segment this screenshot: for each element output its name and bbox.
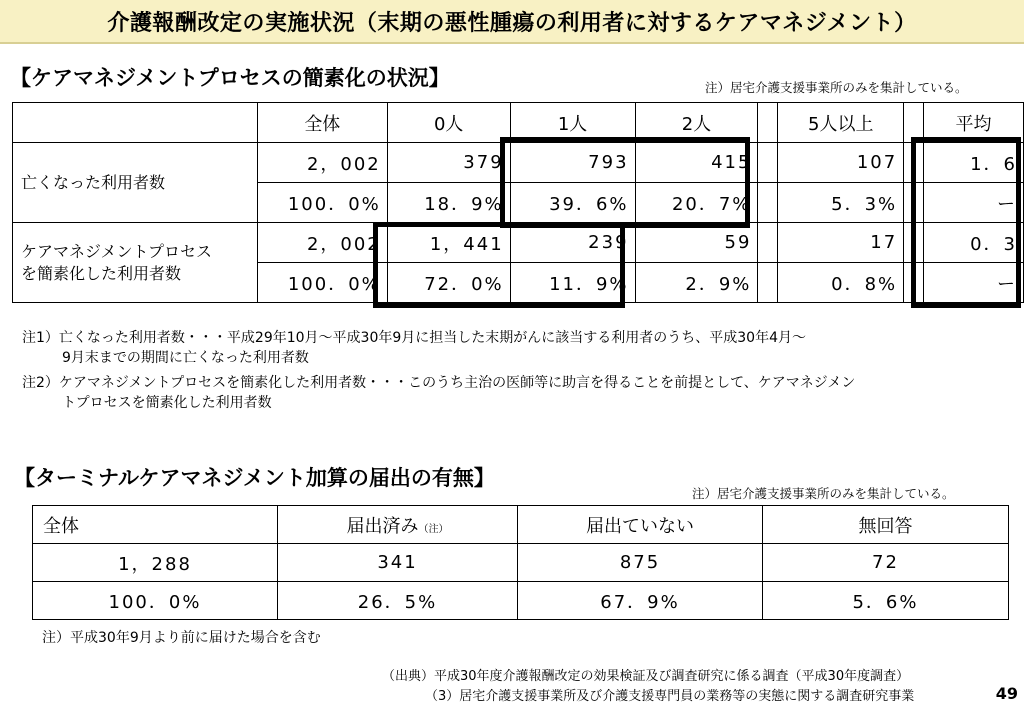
page-title: 介護報酬改定の実施状況（末期の悪性腫瘍の利用者に対するケアマネジメント） [107, 10, 917, 36]
gap-cell [904, 183, 924, 223]
table-cell: 59 [635, 223, 758, 263]
section1-note: 注）居宅介護支援事業所のみを集計している。 [705, 80, 968, 95]
col-header: 全体 [257, 103, 387, 143]
table-cell: 1．6 [924, 143, 1024, 183]
table-cell: 793 [510, 143, 635, 183]
gap-cell [758, 183, 778, 223]
col-header: 平均 [924, 103, 1024, 143]
table-cell: 20．7% [635, 183, 758, 223]
section2-note: 注）居宅介護支援事業所のみを集計している。 [692, 486, 955, 501]
row-label: 亡くなった利用者数 [13, 143, 258, 223]
table-cell: 415 [635, 143, 758, 183]
row-label-line: を簡素化した利用者数 [21, 263, 182, 283]
note-line: トプロセスを簡素化した利用者数 [62, 395, 272, 411]
table-cell: 26．5% [278, 582, 518, 620]
note-line: 注2）ケアマネジメントプロセスを簡素化した利用者数・・・このうち主治の医師等に助言を得ることを前提として、ケアマネジメン [22, 375, 856, 391]
row-label [13, 223, 258, 303]
gap-cell [904, 223, 924, 263]
table-cell: ー [924, 183, 1024, 223]
title-bar [0, 0, 1024, 44]
col-header: 無回答 [763, 506, 1009, 544]
table-cell: 0．8% [778, 263, 904, 303]
row-label-line: ケアマネジメントプロセス [21, 241, 213, 261]
table-cell: 239 [510, 223, 635, 263]
col-header-label: 届出済み [346, 515, 419, 537]
col-header [278, 506, 518, 544]
note-line: 9月末までの期間に亡くなった利用者数 [62, 350, 309, 366]
table-cell: 100．0% [257, 263, 387, 303]
care-management-table [12, 102, 1024, 303]
gap-cell [904, 103, 924, 143]
col-header: 2人 [635, 103, 758, 143]
table-cell: 11．9% [510, 263, 635, 303]
table-cell: 72 [763, 544, 1009, 582]
table-cell: ー [924, 263, 1024, 303]
col-header: 5人以上 [778, 103, 904, 143]
table-cell: 107 [778, 143, 904, 183]
table-cell: 39．6% [510, 183, 635, 223]
source-line: （3）居宅介護支援事業所及び介護支援専門員の業務等の実態に関する調査研究事業 [425, 689, 915, 704]
table-cell: 341 [278, 544, 518, 582]
gap-cell [758, 103, 778, 143]
col-header-note: （注） [418, 523, 449, 535]
col-header: 1人 [510, 103, 635, 143]
table-cell: 67．9% [518, 582, 763, 620]
table-cell: 1，288 [33, 544, 278, 582]
note-line: 注1）亡くなった利用者数・・・平成29年10月～平成30年9月に担当した末期がんに該当する利用者のうち、平成30年4月～ [22, 330, 806, 346]
terminal-care-table [32, 505, 1009, 620]
gap-cell [758, 143, 778, 183]
page-number: 49 [995, 684, 1018, 703]
table-cell: 5．3% [778, 183, 904, 223]
table-cell: 100．0% [257, 183, 387, 223]
table-cell: 379 [387, 143, 510, 183]
gap-cell [904, 263, 924, 303]
source-line: （出典）平成30年度介護報酬改定の効果検証及び調査研究に係る調査（平成30年度調査） [382, 669, 910, 684]
table-cell: 100．0% [33, 582, 278, 620]
gap-cell [758, 263, 778, 303]
table-cell: 17 [778, 223, 904, 263]
section1-heading: 【ケアマネジメントプロセスの簡素化の状況】 [10, 66, 450, 90]
col-header: 届出ていない [518, 506, 763, 544]
col-header: 全体 [33, 506, 278, 544]
gap-cell [904, 143, 924, 183]
table-cell: 2，002 [257, 223, 387, 263]
table-cell: 875 [518, 544, 763, 582]
table-cell: 1，441 [387, 223, 510, 263]
gap-cell [758, 223, 778, 263]
table-cell: 72．0% [387, 263, 510, 303]
table-cell: 5．6% [763, 582, 1009, 620]
table-cell: 2，002 [257, 143, 387, 183]
table-cell: 18．9% [387, 183, 510, 223]
col-header: 0人 [387, 103, 510, 143]
table-cell: 2．9% [635, 263, 758, 303]
section2-footnote: 注）平成30年9月より前に届けた場合を含む [42, 630, 321, 646]
section2-heading: 【ターミナルケアマネジメント加算の届出の有無】 [14, 466, 495, 490]
table-cell: 0．3 [924, 223, 1024, 263]
corner-cell [13, 103, 258, 143]
